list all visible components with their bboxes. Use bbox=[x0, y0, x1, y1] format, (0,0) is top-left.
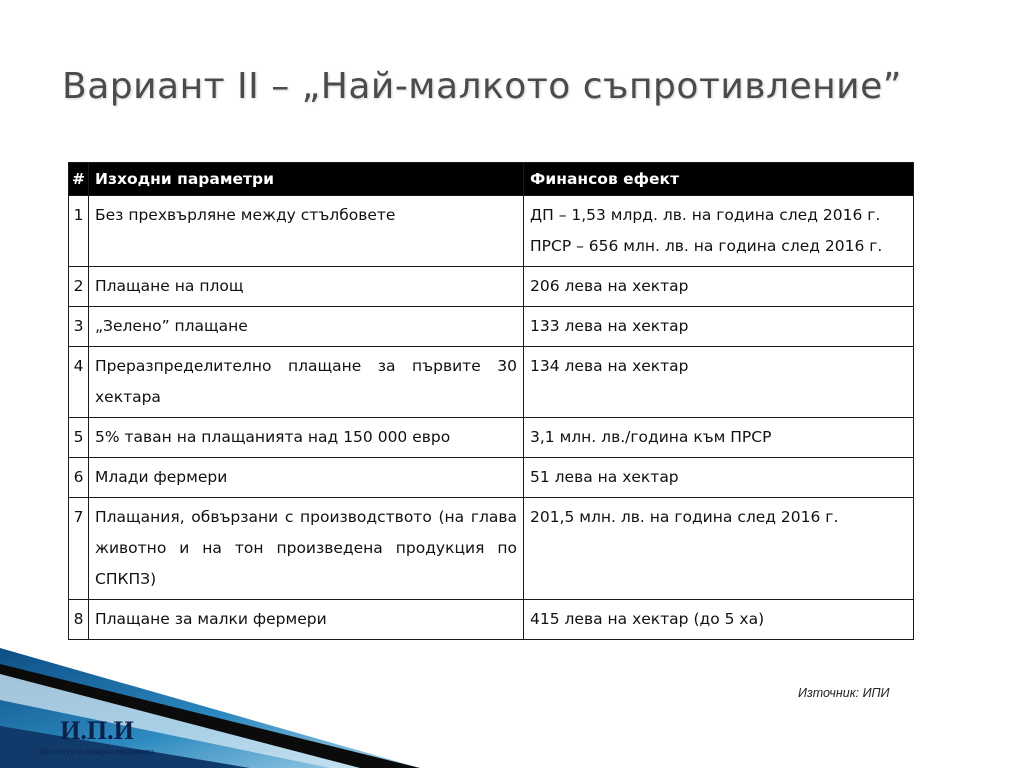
source-note: Източник: ИПИ bbox=[798, 686, 890, 700]
effect-line: 51 лева на хектар bbox=[530, 468, 679, 486]
table-row bbox=[69, 347, 914, 418]
row-parameter: Без прехвърляне между стълбовете bbox=[89, 196, 524, 267]
effect-line: 133 лева на хектар bbox=[530, 317, 689, 335]
row-effect bbox=[524, 418, 914, 458]
row-effect bbox=[524, 458, 914, 498]
row-parameter: Преразпределително плащане за първите 30 хектара bbox=[89, 347, 524, 418]
effect-line: 134 лева на хектар bbox=[530, 357, 689, 375]
row-number: 2 bbox=[69, 267, 89, 307]
row-effect bbox=[524, 498, 914, 600]
row-number: 5 bbox=[69, 418, 89, 458]
ipi-logo bbox=[24, 716, 170, 756]
row-parameter: „Зелено” плащане bbox=[89, 307, 524, 347]
table-row bbox=[69, 498, 914, 600]
row-effect bbox=[524, 600, 914, 640]
effect-line: 206 лева на хектар bbox=[530, 277, 689, 295]
effect-line: ПРСР – 656 млн. лв. на година след 2016 г. bbox=[530, 237, 883, 255]
row-parameter: Плащания, обвързани с производството (на глава животно и на тон произведена продукция по СПКПЗ) bbox=[89, 498, 524, 600]
header-parameters: Изходни параметри bbox=[89, 163, 524, 196]
row-effect bbox=[524, 347, 914, 418]
effect-line: 3,1 млн. лв./година към ПРСР bbox=[530, 428, 772, 446]
row-effect bbox=[524, 307, 914, 347]
parameters-table bbox=[68, 162, 914, 640]
table-row bbox=[69, 458, 914, 498]
effect-line: 201,5 млн. лв. на година след 2016 г. bbox=[530, 508, 839, 526]
table-row bbox=[69, 418, 914, 458]
row-number: 4 bbox=[69, 347, 89, 418]
logo-mark: И.П.И bbox=[60, 716, 134, 745]
row-number: 8 bbox=[69, 600, 89, 640]
effect-line: ДП – 1,53 млрд. лв. на година след 2016 г. bbox=[530, 206, 881, 224]
table-row bbox=[69, 307, 914, 347]
row-number: 1 bbox=[69, 196, 89, 267]
header-financial-effect: Финансов ефект bbox=[524, 163, 914, 196]
row-parameter: Плащане за малки фермери bbox=[89, 600, 524, 640]
row-effect bbox=[524, 267, 914, 307]
table-row bbox=[69, 196, 914, 267]
row-parameter: 5% таван на плащанията над 150 000 евро bbox=[89, 418, 524, 458]
row-parameter: Млади фермери bbox=[89, 458, 524, 498]
slide-title: Вариант II – „Най-малкото съпротивление” bbox=[62, 66, 902, 107]
table-row bbox=[69, 267, 914, 307]
row-number: 6 bbox=[69, 458, 89, 498]
header-number: # bbox=[69, 163, 89, 196]
row-effect bbox=[524, 196, 914, 267]
logo-subtitle: Институт за пазарна икономика bbox=[39, 746, 155, 756]
row-number: 7 bbox=[69, 498, 89, 600]
table-header-row bbox=[69, 163, 914, 196]
effect-line: 415 лева на хектар (до 5 ха) bbox=[530, 610, 765, 628]
row-number: 3 bbox=[69, 307, 89, 347]
row-parameter: Плащане на площ bbox=[89, 267, 524, 307]
